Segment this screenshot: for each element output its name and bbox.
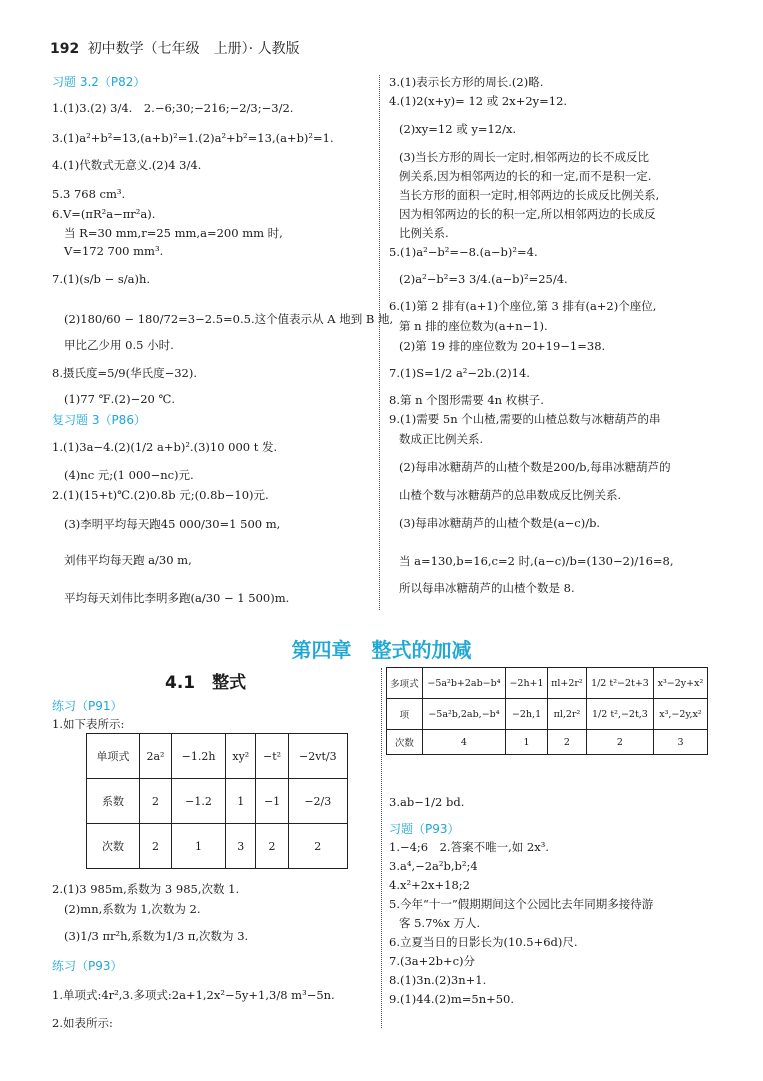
table-cell: πl+2r²	[547, 668, 586, 699]
answer-line: 平均每天刘伟比李明多跑(a/30 − 1 500)m.	[64, 591, 290, 605]
table-row	[87, 734, 348, 779]
answer-line: 8.第 n 个图形需要 4n 枚棋子.	[389, 393, 544, 407]
answer-line: (2)每串冰糖葫芦的山楂个数是200/b,每串冰糖葫芦的	[399, 460, 671, 474]
answer-line: 6.V=(πR²a−πr²a).	[52, 207, 156, 221]
table-cell: −2/3	[288, 779, 347, 824]
answer-line: 2.如表所示:	[52, 1016, 113, 1030]
table-cell: x³−2y+x²	[653, 668, 707, 699]
section-heading-exercise-3-2: 习题 3.2（P82）	[52, 75, 146, 89]
table-cell: 2	[288, 824, 347, 869]
answer-line: (2)xy=12 或 y=12/x.	[399, 122, 517, 136]
table-row	[387, 668, 708, 699]
section-heading-practice-p91: 练习（P91）	[52, 699, 123, 713]
table-cell: x³,−2y,x²	[653, 699, 707, 730]
answer-line: 1.−4;6 2.答案不唯一,如 2x³.	[389, 840, 549, 854]
table-row	[387, 730, 708, 755]
answer-line: 3.a⁴,−2a²b,b²;4	[389, 859, 478, 873]
table-cell: 2	[256, 824, 288, 869]
book-title: 初中数学（七年级 上册）· 人教版	[87, 41, 300, 57]
page-number: 192	[50, 41, 80, 57]
answer-line: (3)1/3 πr²h,系数为1/3 π,次数为 3.	[64, 929, 249, 943]
answer-line: 3.ab−1/2 bd.	[389, 795, 465, 809]
table-cell: −2h,1	[506, 699, 548, 730]
table-row	[87, 779, 348, 824]
answer-line: 6.(1)第 2 排有(a+1)个座位,第 3 排有(a+2)个座位,	[389, 299, 657, 313]
table-cell: 项	[387, 699, 423, 730]
answer-line: (4)nc 元;(1 000−nc)元.	[64, 468, 194, 482]
table-cell: 1/2 t²,−2t,3	[586, 699, 653, 730]
answer-line: 4.(1)2(x+y)= 12 或 2x+2y=12.	[389, 94, 568, 108]
table-cell: 2	[586, 730, 653, 755]
table-cell: 1	[171, 824, 225, 869]
answer-line: (3)每串冰糖葫芦的山楂个数是(a−c)/b.	[399, 516, 601, 530]
monomial-table	[86, 733, 348, 869]
table-cell: 2a²	[139, 734, 171, 779]
table-cell: 次数	[387, 730, 423, 755]
table-cell: −2h+1	[506, 668, 548, 699]
answer-line: 甲比乙少用 0.5 小时.	[64, 338, 174, 352]
answer-line: 9.(1)需要 5n 个山楂,需要的山楂总数与冰糖葫芦的串	[389, 412, 661, 426]
answer-line: 7.(3a+2b+c)分	[389, 954, 476, 968]
answer-line: 5.今年“十一”假期期间这个公园比去年同期多接待游	[389, 897, 654, 911]
answer-line: 1.如下表所示:	[52, 717, 125, 731]
answer-line: 客 5.7%x 万人.	[399, 916, 481, 930]
table-cell: −5a²b+2ab−b⁴	[422, 668, 505, 699]
answer-line: 1.单项式:4r²,3.多项式:2a+1,2x²−5y+1,3/8 m³−5n.	[52, 988, 335, 1002]
answer-line: 山楂个数与冰糖葫芦的总串数成反比例关系.	[399, 488, 622, 502]
answer-line: 2.(1)3 985m,系数为 3 985,次数 1.	[52, 882, 240, 896]
answer-line: 7.(1)S=1/2 a²−2b.(2)14.	[389, 366, 530, 380]
answer-line: 刘伟平均每天跑 a/30 m,	[64, 553, 192, 567]
answer-line: 2.(1)(15+t)℃.(2)0.8b 元;(0.8b−10)元.	[52, 488, 269, 502]
answer-line: 例关系,因为相邻两边的长的和一定,而不是积一定.	[399, 169, 652, 183]
table-cell: −t²	[256, 734, 288, 779]
table-cell: 1	[506, 730, 548, 755]
answer-line: 4.(1)代数式无意义.(2)4 3/4.	[52, 158, 202, 172]
table-cell: −2vt/3	[288, 734, 347, 779]
table-cell: 2	[547, 730, 586, 755]
answer-line: 5.(1)a²−b²=−8.(a−b)²=4.	[389, 245, 538, 259]
table-cell: 3	[226, 824, 256, 869]
answer-line: (2)180/60 − 180/72=3−2.5=0.5.这个值表示从 A 地到 B 地,	[64, 312, 394, 326]
answer-line: 5.3 768 cm³.	[52, 187, 126, 201]
table-cell: −1.2h	[171, 734, 225, 779]
table-row	[87, 824, 348, 869]
answer-line: 数成正比例关系.	[399, 432, 484, 446]
answer-line: 8.(1)3n.(2)3n+1.	[389, 973, 487, 987]
answer-line: 3.(1)表示长方形的周长.(2)略.	[389, 75, 544, 89]
answer-line: 1.(1)3.(2) 3/4. 2.−6;30;−216;−2/3;−3/2.	[52, 101, 294, 115]
table-cell: −1.2	[171, 779, 225, 824]
table-cell: −1	[256, 779, 288, 824]
table-cell: −5a²b,2ab,−b⁴	[422, 699, 505, 730]
answer-line: (2)mn,系数为 1,次数为 2.	[64, 902, 201, 916]
answer-line: 6.立夏当日的日影长为(10.5+6d)尺.	[389, 935, 578, 949]
section-heading-exercise-p93: 习题（P93）	[389, 822, 460, 836]
table-cell: 单项式	[87, 734, 140, 779]
answer-line: 当 R=30 mm,r=25 mm,a=200 mm 时,	[64, 226, 283, 240]
answer-line: 8.摄氏度=5/9(华氏度−32).	[52, 366, 198, 380]
answer-line: (3)当长方形的周长一定时,相邻两边的长不成反比	[399, 150, 649, 164]
section-heading-review-3: 复习题 3（P86）	[52, 413, 146, 427]
answer-line: 1.(1)3a−4.(2)(1/2 a+b)².(3)10 000 t 发.	[52, 440, 278, 454]
answer-line: (1)77 ℉.(2)−20 ℃.	[64, 392, 176, 406]
answer-line: 当 a=130,b=16,c=2 时,(a−c)/b=(130−2)/16=8,	[399, 554, 674, 568]
table-cell: 1/2 t²−2t+3	[586, 668, 653, 699]
page-header	[50, 38, 300, 58]
chapter-title: 第四章 整式的加减	[291, 638, 472, 662]
table-cell: 系数	[87, 779, 140, 824]
answer-line: 因为相邻两边的长的积一定,所以相邻两边的长成反	[399, 207, 656, 221]
answer-line: 9.(1)44.(2)m=5n+50.	[389, 992, 515, 1006]
column-divider-top	[379, 75, 380, 610]
table-cell: πl,2r²	[547, 699, 586, 730]
column-divider-bottom	[381, 668, 382, 1028]
table-row	[387, 699, 708, 730]
answer-line: 7.(1)(s/b − s/a)h.	[52, 272, 151, 286]
answer-line: (2)a²−b²=3 3/4.(a−b)²=25/4.	[399, 272, 568, 286]
answer-line: V=172 700 mm³.	[64, 244, 164, 258]
polynomial-table	[386, 667, 708, 755]
section-title: 4.1 整式	[165, 673, 247, 693]
answer-line: (3)李明平均每天跑45 000/30=1 500 m,	[64, 517, 281, 531]
table-cell: 1	[226, 779, 256, 824]
table-cell: 4	[422, 730, 505, 755]
answer-line: 所以每串冰糖葫芦的山楂个数是 8.	[399, 581, 575, 595]
table-cell: 次数	[87, 824, 140, 869]
table-cell: xy²	[226, 734, 256, 779]
answer-line: (2)第 19 排的座位数为 20+19−1=38.	[399, 339, 606, 353]
table-cell: 2	[139, 779, 171, 824]
table-cell: 多项式	[387, 668, 423, 699]
section-heading-practice-p93: 练习（P93）	[52, 959, 123, 973]
answer-line: 比例关系.	[399, 226, 449, 240]
table-cell: 2	[139, 824, 171, 869]
answer-line: 3.(1)a²+b²=13,(a+b)²=1.(2)a²+b²=13,(a+b)²=1.	[52, 131, 334, 145]
table-cell: 3	[653, 730, 707, 755]
answer-line: 4.x²+2x+18;2	[389, 878, 470, 892]
answer-line: 第 n 排的座位数为(a+n−1).	[399, 319, 548, 333]
answer-line: 当长方形的面积一定时,相邻两边的长成反比例关系,	[399, 188, 660, 202]
